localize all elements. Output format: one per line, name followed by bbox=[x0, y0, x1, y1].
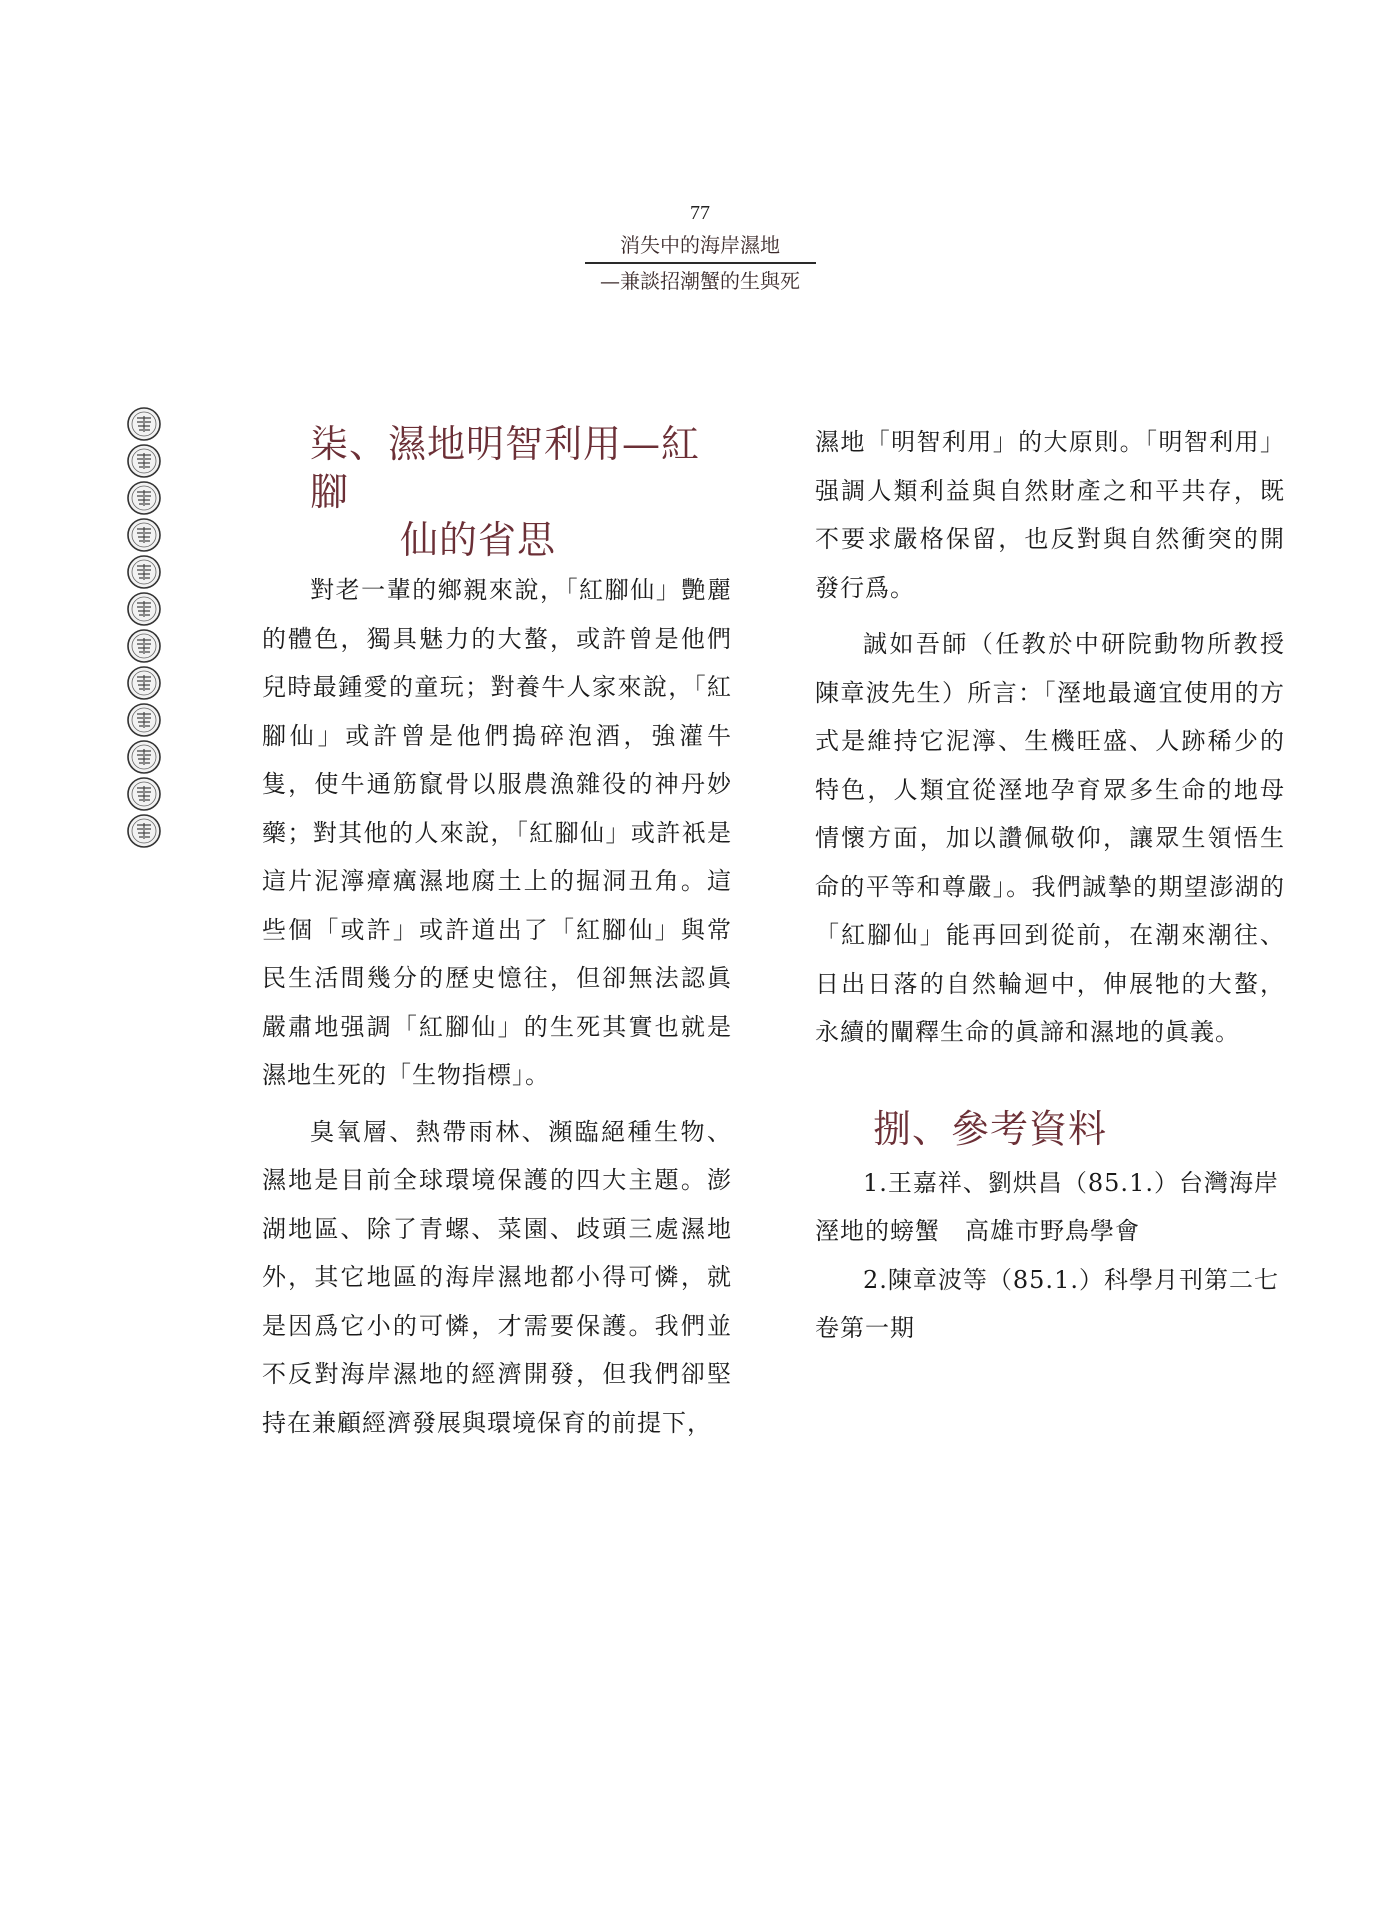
running-title bbox=[585, 230, 816, 296]
section-8-heading: 捌、參考資料 bbox=[873, 1106, 1108, 1151]
running-title-main: 消失中的海岸濕地 bbox=[585, 230, 816, 264]
seal-stamp-icon bbox=[126, 739, 162, 775]
paragraph-4: 誠如吾師（任教於中研院動物所教授陳章波先生）所言：「溼地最適宜使用的方式是維持它泥濘、生機旺盛、人跡稀少的特色，人類宜從溼地孕育眾多生命的地母情懷方面，加以讚佩敬仰，讓眾生領悟生命的平等和尊嚴」。我們誠摯的期望澎湖的「紅腳仙」能再回到從前，在潮來潮往、日出日落的自然輪迴中，伸展牠的大螯，永續的闡釋生命的眞諦和濕地的眞義。 bbox=[815, 630, 1285, 1046]
seal-stamp-icon bbox=[126, 591, 162, 627]
paragraph-3: 濕地「明智利用」的大原則。「明智利用」强調人類利益與自然財產之和平共存，既不要求嚴格保留，也反對與自然衝突的開發行爲。 bbox=[815, 428, 1285, 602]
right-column bbox=[815, 418, 1285, 1353]
page-number: 77 bbox=[690, 202, 710, 224]
paragraph-1: 對老一輩的鄉親來說，「紅腳仙」艷麗的體色，獨具魅力的大螯，或許曾是他們兒時最鍾愛的童玩；對養牛人家來說，「紅腳仙」或許曾是他們搗碎泡酒，強灌牛隻，使牛通筋竄骨以服農漁雜役的神丹妙藥；對其他的人來說，「紅腳仙」或許祇是這片泥濘瘴癘濕地腐土上的掘洞丑角。這些個「或許」或許道出了「紅腳仙」與常民生活間幾分的歷史憶往，但卻無法認眞嚴肅地强調「紅腳仙」的生死其實也就是濕地生死的「生物指標」。 bbox=[262, 576, 732, 1089]
seal-stamp-icon bbox=[126, 554, 162, 590]
section-7-heading-line1: 柒、濕地明智利用—紅腳 bbox=[310, 422, 701, 514]
reference-item-2: 2.陳章波等（85.1.）科學月刊第二七卷第一期 bbox=[815, 1265, 1279, 1342]
seal-stamp-icon bbox=[126, 517, 162, 553]
seal-stamp-icon bbox=[126, 776, 162, 812]
section-7-heading-line2: 仙的省思 bbox=[400, 518, 557, 562]
seal-stamp-icon bbox=[126, 480, 162, 516]
ornament-strip bbox=[126, 406, 166, 849]
page-header bbox=[0, 200, 1400, 296]
left-column bbox=[262, 420, 732, 1447]
section-7-heading bbox=[310, 420, 732, 564]
seal-stamp-icon bbox=[126, 665, 162, 701]
seal-stamp-icon bbox=[126, 443, 162, 479]
seal-stamp-icon bbox=[126, 813, 162, 849]
seal-stamp-icon bbox=[126, 406, 162, 442]
paragraph-2: 臭氧層、熱帶雨林、瀕臨絕種生物、濕地是目前全球環境保護的四大主題。澎湖地區、除了青螺、菜園、歧頭三處濕地外，其它地區的海岸濕地都小得可憐，就是因爲它小的可憐，才需要保護。我們並不反對海岸濕地的經濟開發，但我們卻堅持在兼顧經濟發展與環境保育的前提下， bbox=[262, 1117, 732, 1437]
seal-stamp-icon bbox=[126, 628, 162, 664]
seal-stamp-icon bbox=[126, 702, 162, 738]
reference-item-1: 1.王嘉祥、劉烘昌（85.1.）台灣海岸溼地的螃蟹 高雄市野鳥學會 bbox=[815, 1168, 1279, 1245]
running-title-sub: —兼談招潮蟹的生與死 bbox=[600, 269, 800, 293]
